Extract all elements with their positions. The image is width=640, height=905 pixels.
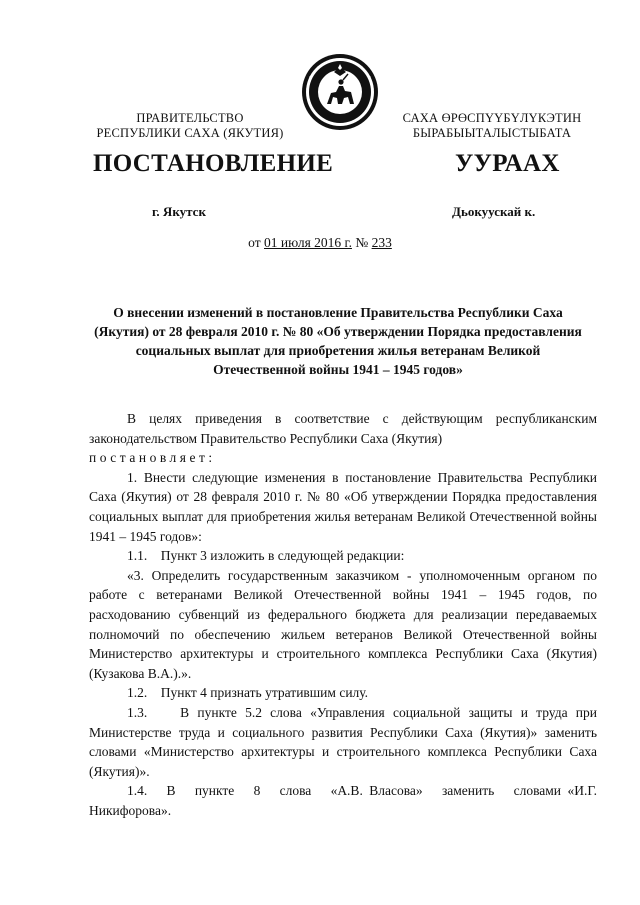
document-date: 01 июля 2016 г.	[264, 235, 352, 250]
city-russian: г. Якутск	[152, 204, 206, 219]
item-1-2: 1.2. Пункт 4 признать утратившим силу.	[127, 685, 369, 701]
issuer-line-1: ПРАВИТЕЛЬСТВО	[136, 111, 244, 125]
document-kind-yakut: УУРААХ	[455, 150, 560, 177]
issuer-name-yakut	[362, 111, 622, 141]
city-yakut: Дьокуускай к.	[452, 204, 536, 219]
item-1-1: 1.1. Пункт 3 изложить в следующей редакции:	[127, 548, 405, 564]
intro-paragraph: В целях приведения в соответствие с действующим республиканским законодательством Правительство Республики Саха (Якутия)	[89, 411, 597, 446]
date-prefix: от	[248, 235, 261, 250]
decree-word: постановляет:	[89, 450, 216, 466]
document-date-number	[0, 235, 640, 251]
issuer-line-2-yakut: БЫРАБЫЫТАЛЫСТЫБАТА	[412, 126, 572, 140]
issuer-line-1-yakut: САХА ӨРӨСПҮҮБҮЛҮКЭТИН	[402, 111, 582, 125]
number-sign: №	[355, 235, 369, 250]
issuer-line-2: РЕСПУБЛИКИ САХА (ЯКУТИЯ)	[96, 126, 284, 140]
item-1-3: 1.3. В пункте 5.2 слова «Управления социальной защиты и труда при Министерстве труда и социального развития Республики Саха (Якутия)» заменить словами «Министерство архитектуры и строительного комплекса Республики Саха (Якутия)».	[89, 704, 601, 779]
issuer-name-russian	[60, 111, 320, 141]
item-1: 1. Внести следующие изменения в постановление Правительства Республики Саха (Якутия) от 28 февраля 2010 г. № 80 «Об утверждении Порядка предоставления социальных выплат для приобретения жилья ветеранам Великой Отечественной войны 1941 – 1945 годов»:	[89, 469, 597, 544]
document-body	[89, 409, 601, 820]
document-number: 233	[371, 235, 392, 250]
document-title: О внесении изменений в постановление Правительства Республики Саха (Якутия) от 28 февраля 2010 г. № 80 «Об утверждении Порядка предоставления социальных выплат для приобретения жилья ветеранам Великой Отечественной войны 1941 – 1945 годов»	[94, 305, 582, 377]
item-1-1-quote: «3. Определить государственным заказчиком - уполномоченным органом по работе с ветеранами Великой Отечественной войны 1941 – 1945 годов, по расходованию субвенций из федерального бюджета для реализации передаваемых полномочий по обеспечению жильем ветеранов Великой Отечественной войны Министерство архитектуры и строительного комплекса Республики Саха (Якутия) (Кузакова В.А.).».	[89, 567, 597, 681]
item-1-4: 1.4. В пункте 8 слова «А.В. Власова» заменить словами «И.Г. Никифорова».	[89, 783, 601, 818]
document-kind-russian: ПОСТАНОВЛЕНИЕ	[93, 150, 334, 177]
